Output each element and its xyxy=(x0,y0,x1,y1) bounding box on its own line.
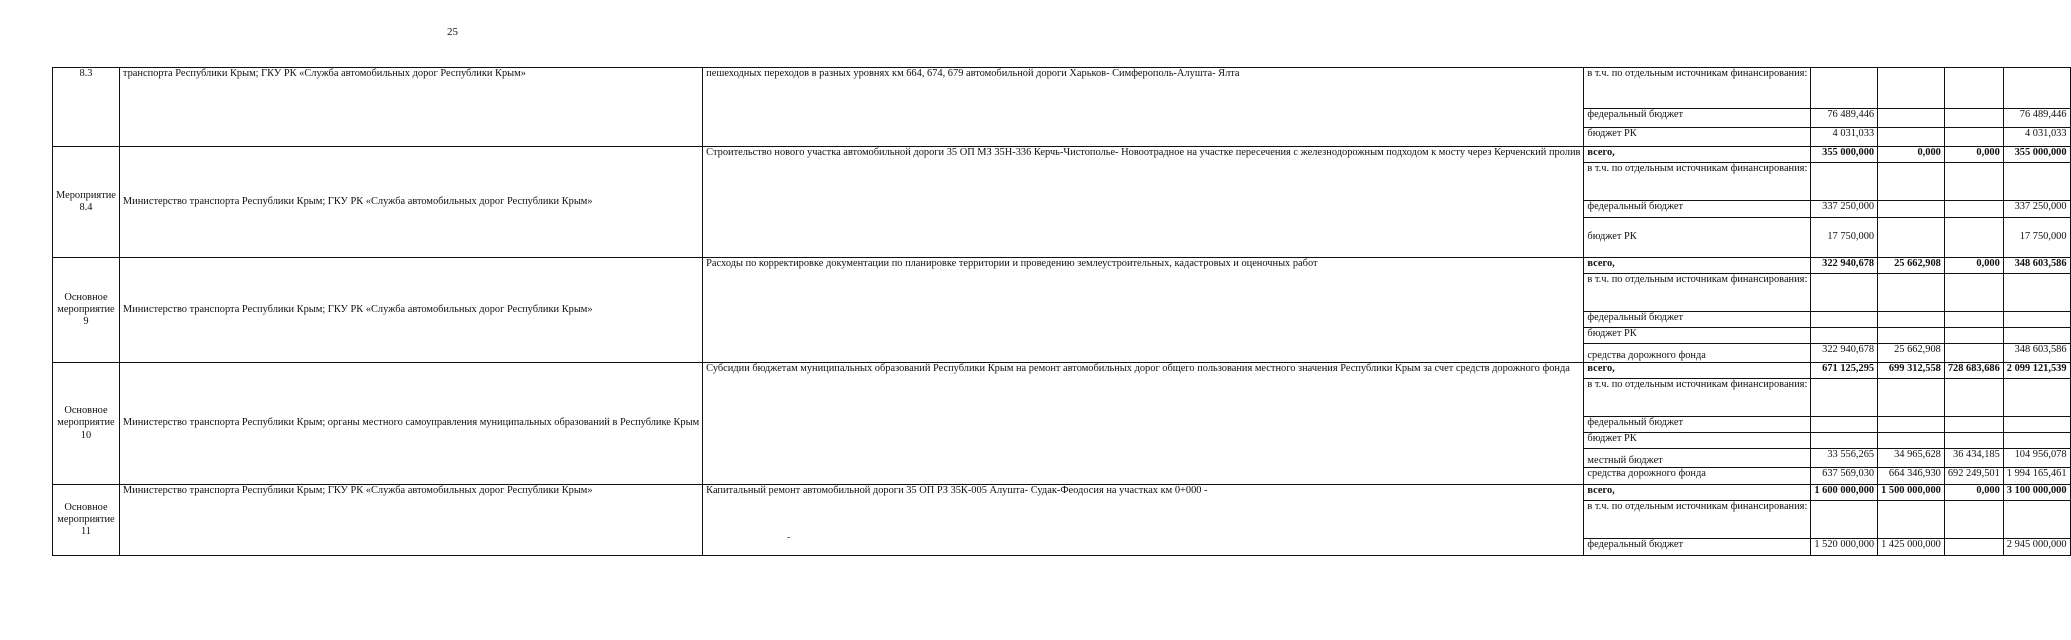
source-cell: всего, xyxy=(1584,485,1811,501)
value-cell: 2 945 000,000 xyxy=(2003,539,2070,556)
value-cell: 664 346,930 xyxy=(1878,468,1945,485)
description-cell: пешеходных переходов в разных уровнях км 664, 674, 679 автомобильной дороги Харьков- Симферополь-Алушта- Ялта xyxy=(703,68,1584,147)
description-cell: Строительство нового участка автомобильной дороги 35 ОП МЗ 35Н-336 Керчь-Чистополье- Новоотрадное на участке пересечения с железнодорожным подходом к мосту через Керченский пролив xyxy=(703,147,1584,258)
table-row xyxy=(53,258,2071,274)
page-number: 25 xyxy=(447,26,458,38)
source-cell: всего, xyxy=(1584,258,1811,274)
total-cell: 25 662,908 xyxy=(1878,258,1945,274)
description-cell: Расходы по корректировке документации по планировке территории и проведению землеустроительных, кадастровых и оценочных работ xyxy=(703,258,1584,363)
source-cell: в т.ч. по отдельным источникам финансирования: xyxy=(1584,163,1811,201)
source-cell: местный бюджет xyxy=(1584,449,1811,468)
value-cell: 322 940,678 xyxy=(1811,344,1878,363)
source-cell: федеральный бюджет xyxy=(1584,539,1811,556)
value-cell: 34 965,628 xyxy=(1878,449,1945,468)
source-cell: бюджет РК xyxy=(1584,433,1811,449)
measure-id: Мероприятие 8.4 xyxy=(53,147,120,258)
executor-cell: Министерство транспорта Республики Крым; ГКУ РК «Служба автомобильных дорог Республики Крым» xyxy=(119,485,702,556)
description-cell: Субсидии бюджетам муниципальных образований Республики Крым на ремонт автомобильных дорог общего пользования местного значения Республики Крым за счет средств дорожного фонда xyxy=(703,363,1584,485)
value-cell: 36 434,185 xyxy=(1944,449,2003,468)
source-cell: федеральный бюджет xyxy=(1584,417,1811,433)
executor-cell: Министерство транспорта Республики Крым; ГКУ РК «Служба автомобильных дорог Республики Крым» xyxy=(119,147,702,258)
source-cell: в т.ч. по отдельным источникам финансирования: xyxy=(1584,501,1811,539)
value-cell: 337 250,000 xyxy=(2003,201,2070,218)
table-row xyxy=(53,147,2071,163)
value-cell: 692 249,501 xyxy=(1944,468,2003,485)
total-cell: 1 500 000,000 xyxy=(1878,485,1945,501)
source-cell: всего, xyxy=(1584,147,1811,163)
total-cell: 0,000 xyxy=(1878,147,1945,163)
total-cell: 1 600 000,000 xyxy=(1811,485,1878,501)
source-cell: в т.ч. по отдельным источникам финансирования: xyxy=(1584,274,1811,312)
total-cell: 322 940,678 xyxy=(1811,258,1878,274)
value-cell: 637 569,030 xyxy=(1811,468,1878,485)
value-cell: 33 556,265 xyxy=(1811,449,1878,468)
source-cell: федеральный бюджет xyxy=(1584,312,1811,328)
measure-id: 8.3 xyxy=(53,68,120,147)
measure-id: Основное мероприятие 9 xyxy=(53,258,120,363)
executor-cell: Министерство транспорта Республики Крым; органы местного самоуправления муниципальных образований в Республике Крым xyxy=(119,363,702,485)
source-cell: федеральный бюджет xyxy=(1584,201,1811,218)
source-cell: в т.ч. по отдельным источникам финансирования: xyxy=(1584,379,1811,417)
total-cell: 699 312,558 xyxy=(1878,363,1945,379)
source-cell: бюджет РК xyxy=(1584,218,1811,258)
total-cell: 0,000 xyxy=(1944,147,2003,163)
executor-cell: транспорта Республики Крым; ГКУ РК «Служба автомобильных дорог Республики Крым» xyxy=(119,68,702,147)
value-cell: 337 250,000 xyxy=(1811,201,1878,218)
total-cell: 3 100 000,000 xyxy=(2003,485,2070,501)
value-cell: 348 603,586 xyxy=(2003,344,2070,363)
total-cell: 2 099 121,539 xyxy=(2003,363,2070,379)
source-cell: средства дорожного фонда xyxy=(1584,468,1811,485)
value-cell: 17 750,000 xyxy=(2003,218,2070,258)
table-row xyxy=(53,363,2071,379)
source-cell: федеральный бюджет xyxy=(1584,109,1811,128)
stray-mark: - xyxy=(787,532,791,543)
value-cell: 17 750,000 xyxy=(1811,218,1878,258)
executor-cell: Министерство транспорта Республики Крым; ГКУ РК «Служба автомобильных дорог Республики Крым» xyxy=(119,258,702,363)
total-cell: 355 000,000 xyxy=(2003,147,2070,163)
value-cell: 104 956,078 xyxy=(2003,449,2070,468)
value-cell: 1 994 165,461 xyxy=(2003,468,2070,485)
total-cell: 728 683,686 xyxy=(1944,363,2003,379)
total-cell: 348 603,586 xyxy=(2003,258,2070,274)
measure-id: Основное мероприятие 10 xyxy=(53,363,120,485)
value-cell: 76 489,446 xyxy=(2003,109,2070,128)
value-cell: 1 425 000,000 xyxy=(1878,539,1945,556)
value-cell: 4 031,033 xyxy=(1811,128,1878,147)
measure-id: Основное мероприятие 11 xyxy=(53,485,120,556)
source-cell: средства дорожного фонда xyxy=(1584,344,1811,363)
value-cell: 1 520 000,000 xyxy=(1811,539,1878,556)
total-cell: 0,000 xyxy=(1944,258,2003,274)
total-cell: 671 125,295 xyxy=(1811,363,1878,379)
value-cell: 4 031,033 xyxy=(2003,128,2070,147)
value-cell: 25 662,908 xyxy=(1878,344,1945,363)
source-cell: всего, xyxy=(1584,363,1811,379)
table-row xyxy=(53,485,2071,501)
table-row xyxy=(53,68,2071,109)
total-cell: 0,000 xyxy=(1944,485,2003,501)
description-cell: Капитальный ремонт автомобильной дороги 35 ОП РЗ 35К-005 Алушта- Судак-Феодосия на участках км 0+000 - xyxy=(703,485,1584,556)
source-cell: бюджет РК xyxy=(1584,128,1811,147)
source-cell: бюджет РК xyxy=(1584,328,1811,344)
total-cell: 355 000,000 xyxy=(1811,147,1878,163)
value-cell: 76 489,446 xyxy=(1811,109,1878,128)
source-cell: в т.ч. по отдельным источникам финансирования: xyxy=(1584,68,1811,109)
funding-table xyxy=(52,67,2071,556)
